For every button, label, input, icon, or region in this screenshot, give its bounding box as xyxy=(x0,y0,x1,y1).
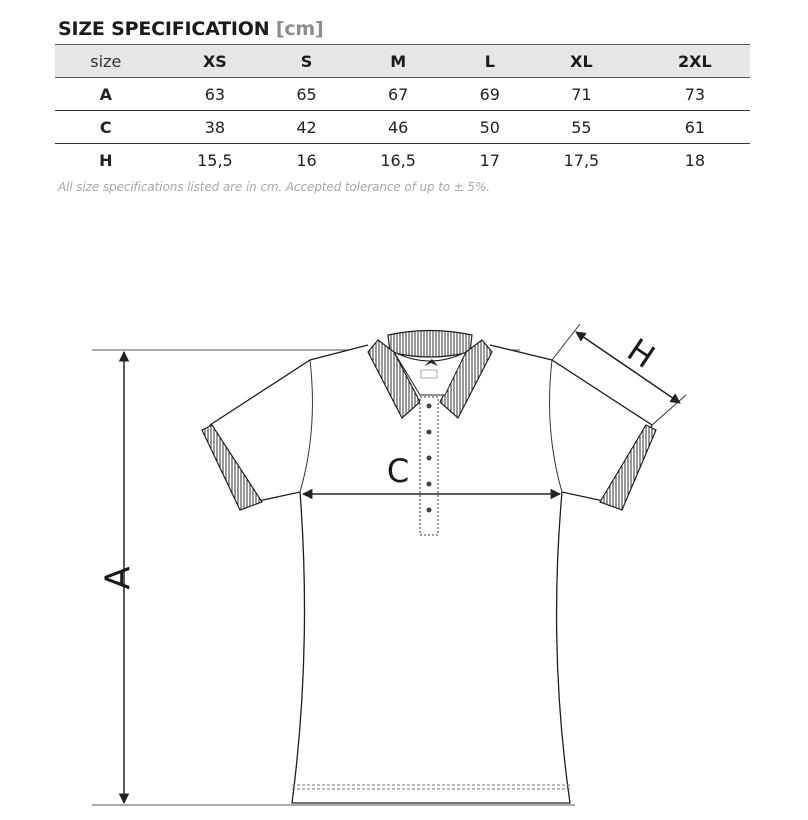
button-icon xyxy=(427,482,432,487)
table-cell: 61 xyxy=(640,111,750,144)
table-cell: 69 xyxy=(456,78,523,111)
table-cell: 73 xyxy=(640,78,750,111)
collar-back xyxy=(388,331,472,358)
header-cell-xl: XL xyxy=(523,45,640,78)
tolerance-note: All size specifications listed are in cm. Accepted tolerance of up to ± 5%. xyxy=(58,180,490,194)
button-icon xyxy=(427,508,432,513)
table-cell: 16 xyxy=(296,150,317,170)
header-cell-s: S xyxy=(273,45,340,78)
title-unit: [cm] xyxy=(275,18,324,40)
table-row xyxy=(55,111,750,144)
title-text: SIZE SPECIFICATION xyxy=(58,18,270,40)
table-cell: 18 xyxy=(684,150,706,170)
row-label: A xyxy=(55,78,157,111)
dimension-h-extension-2 xyxy=(652,395,686,425)
table-cell: 55 xyxy=(523,111,640,144)
dimension-c-label: C xyxy=(386,452,410,490)
placket xyxy=(420,397,438,535)
table-cell: 15,5 xyxy=(197,150,233,170)
button-icon xyxy=(427,430,432,435)
table-cell: 71 xyxy=(523,78,640,111)
table-row xyxy=(55,144,750,177)
polo-shirt-diagram xyxy=(0,300,808,820)
size-table xyxy=(55,44,750,176)
header-cell-l: L xyxy=(456,45,523,78)
header-cell-m: M xyxy=(340,45,457,78)
table-header-row xyxy=(55,45,750,78)
table-cell: 65 xyxy=(273,78,340,111)
table-cell: 46 xyxy=(340,111,457,144)
header-cell-xs: XS xyxy=(157,45,274,78)
header-cell-size: size xyxy=(55,45,157,78)
button-icon xyxy=(427,404,432,409)
dimension-h-extension xyxy=(552,324,580,360)
row-label: H xyxy=(99,150,113,170)
button-icon xyxy=(427,456,432,461)
table-row xyxy=(55,78,750,111)
page-title xyxy=(58,18,324,40)
table-cell: 17 xyxy=(479,150,500,170)
table-cell: 38 xyxy=(157,111,274,144)
header-cell-2xl: 2XL xyxy=(640,45,750,78)
table-cell: 16,5 xyxy=(380,150,416,170)
dimension-h-label: H xyxy=(620,330,662,376)
table-cell: 67 xyxy=(340,78,457,111)
dimension-a-label: A xyxy=(98,566,139,590)
table-cell: 42 xyxy=(273,111,340,144)
neck-label xyxy=(421,370,437,378)
table-cell: 17,5 xyxy=(563,150,600,170)
table-cell: 63 xyxy=(157,78,274,111)
table-cell: 50 xyxy=(456,111,523,144)
row-label: C xyxy=(55,111,157,144)
